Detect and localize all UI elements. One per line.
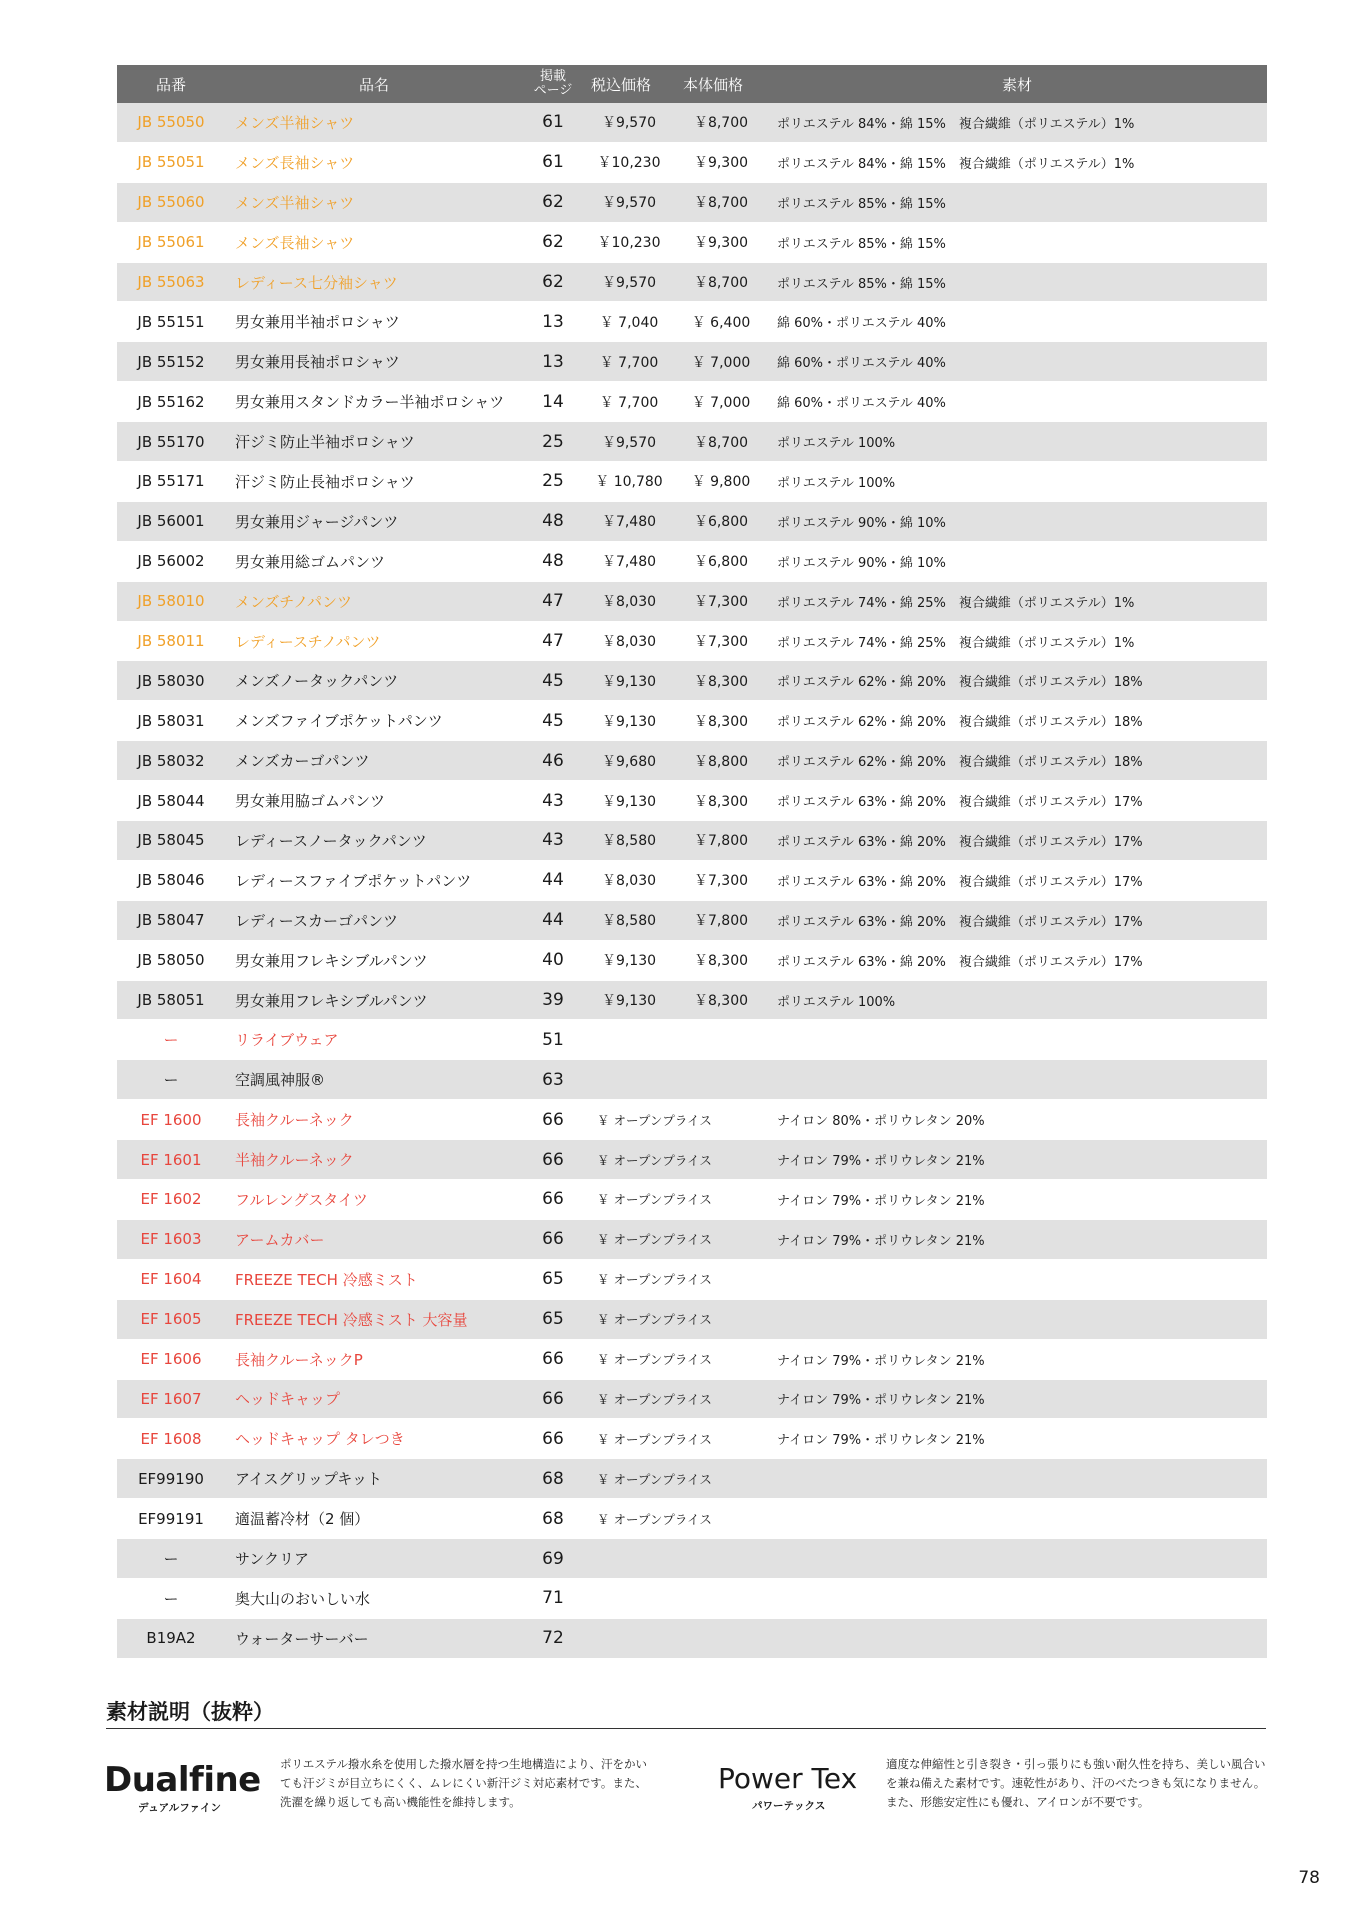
- row-page: 51: [542, 1029, 564, 1050]
- table-row: [117, 263, 1267, 303]
- row-tax-price: ￥7,480: [601, 554, 657, 571]
- row-code: EF99191: [138, 1509, 204, 1528]
- header-base-price: 本体価格: [683, 75, 744, 94]
- row-base-price: ￥8,700: [693, 434, 749, 451]
- row-tax-price: ￥9,130: [601, 993, 657, 1010]
- row-name: FREEZE TECH 冷感ミスト: [235, 1270, 418, 1289]
- row-tax-price: ￥9,130: [601, 793, 657, 810]
- row-base-price: ￥ 7,000: [691, 354, 751, 371]
- row-name: レディースカーゴパンツ: [235, 911, 399, 930]
- row-code: EF 1604: [140, 1270, 202, 1289]
- row-base-price: ￥7,800: [693, 833, 749, 850]
- row-code: JB 55152: [137, 352, 205, 371]
- row-code: EF 1608: [140, 1429, 202, 1448]
- row-material: ナイロン 79%・ポリウレタン 21%: [777, 1353, 985, 1369]
- row-tax-price: ￥9,130: [601, 713, 657, 730]
- row-base-price: ￥6,800: [693, 554, 749, 571]
- row-tax-price: ￥8,580: [601, 913, 657, 930]
- row-name: 長袖クルーネック: [235, 1111, 354, 1130]
- row-code: B19A2: [146, 1629, 196, 1648]
- row-page: 66: [542, 1229, 564, 1250]
- row-material: 綿 60%・ポリエステル 40%: [777, 396, 946, 412]
- row-base-price: ￥ 9,800: [691, 474, 751, 491]
- row-tax-price: ￥9,130: [601, 953, 657, 970]
- row-code: EF99190: [138, 1469, 204, 1488]
- row-material: ポリエステル 62%・綿 20% 複合繊維（ポリエステル）18%: [777, 715, 1143, 731]
- row-open-price: ￥ オープンプライス: [597, 1391, 712, 1407]
- table-row: [117, 1060, 1267, 1100]
- row-code: JB 55151: [137, 312, 205, 331]
- row-code: ー: [163, 1550, 179, 1568]
- table-row: [117, 542, 1267, 582]
- row-name: リライブウェア: [235, 1031, 339, 1050]
- row-material: 綿 60%・ポリエステル 40%: [777, 356, 946, 372]
- header-tax-price: 税込価格: [591, 75, 652, 94]
- table-row: [117, 1300, 1267, 1340]
- header-page: [523, 70, 583, 98]
- row-name: 男女兼用脇ゴムパンツ: [235, 792, 386, 811]
- row-name: 長袖クルーネックP: [235, 1350, 363, 1369]
- product-table: [117, 65, 1267, 1659]
- row-code: EF 1606: [140, 1350, 202, 1369]
- row-tax-price: ￥9,570: [601, 275, 657, 291]
- row-name: フルレングスタイツ: [235, 1190, 368, 1209]
- powertex-logo-sub: パワーテックス: [752, 1800, 826, 1812]
- row-code: JB 55063: [137, 273, 205, 291]
- row-material: ポリエステル 85%・綿 15%: [777, 196, 946, 212]
- row-name: 男女兼用フレキシブルパンツ: [235, 951, 428, 970]
- table-row: [117, 701, 1267, 741]
- table-row: [117, 1100, 1267, 1140]
- row-page: 62: [542, 192, 564, 213]
- table-row: [117, 462, 1267, 502]
- table-row: [117, 1220, 1267, 1260]
- row-name: メンズ半袖シャツ: [235, 193, 355, 212]
- table-row: [117, 582, 1267, 622]
- row-base-price: ￥8,300: [693, 713, 749, 730]
- row-material: ポリエステル 62%・綿 20% 複合繊維（ポリエステル）18%: [777, 675, 1143, 691]
- row-tax-price: ￥ 10,780: [595, 474, 663, 491]
- row-material: ポリエステル 84%・綿 15% 複合繊維（ポリエステル）1%: [777, 116, 1135, 132]
- row-page: 25: [542, 471, 564, 492]
- row-code: JB 58011: [137, 632, 205, 651]
- powertex-description: 適度な伸縮性と引き裂き・引っ張りにも強い耐久性を持ち、美しい風合いを兼ね備えた素材です。速乾性があり、汗のべたつきも気になりません。また、形態安定性にも優れ、アイロンが不要です。: [886, 1757, 1266, 1809]
- row-name: レディースファイブポケットパンツ: [235, 871, 472, 890]
- row-code: JB 58045: [137, 831, 205, 850]
- row-name: レディース七分袖シャツ: [235, 273, 398, 292]
- row-code: EF 1602: [140, 1190, 202, 1209]
- row-name: 汗ジミ防止半袖ポロシャツ: [235, 433, 415, 452]
- table-row: [117, 502, 1267, 542]
- header-page-line2: ページ: [533, 83, 573, 98]
- row-open-price: ￥ オープンプライス: [597, 1152, 712, 1168]
- row-material: ナイロン 79%・ポリウレタン 21%: [777, 1154, 985, 1170]
- table-row: [117, 741, 1267, 781]
- row-code: JB 55060: [137, 193, 205, 212]
- row-material: ナイロン 80%・ポリウレタン 20%: [777, 1114, 985, 1130]
- row-name: 男女兼用長袖ポロシャツ: [235, 353, 400, 372]
- row-name: 半袖クルーネック: [235, 1151, 354, 1170]
- dualfine-logo-sub: デュアルファイン: [138, 1802, 222, 1814]
- row-page: 65: [542, 1309, 564, 1330]
- row-page: 61: [542, 112, 564, 133]
- row-material: ポリエステル 63%・綿 20% 複合繊維（ポリエステル）17%: [777, 795, 1143, 811]
- row-base-price: ￥7,300: [693, 634, 749, 651]
- row-page: 45: [542, 670, 564, 691]
- powertex-logo: Power Tex: [718, 1762, 858, 1795]
- row-material: ポリエステル 84%・綿 15% 複合繊維（ポリエステル）1%: [777, 156, 1135, 172]
- table-row: [117, 223, 1267, 263]
- row-material: ポリエステル 100%: [777, 436, 896, 452]
- row-open-price: ￥ オープンプライス: [597, 1192, 712, 1208]
- row-page: 48: [542, 551, 564, 572]
- row-code: EF 1605: [140, 1310, 202, 1329]
- row-name: メンズ長袖シャツ: [235, 153, 355, 172]
- row-base-price: ￥7,800: [693, 913, 749, 930]
- row-material: ポリエステル 62%・綿 20% 複合繊維（ポリエステル）18%: [777, 755, 1143, 771]
- row-page: 44: [542, 870, 564, 891]
- row-name: メンズチノパンツ: [235, 592, 353, 611]
- table-row: [117, 1260, 1267, 1300]
- header-code: 品番: [155, 75, 186, 94]
- row-name: アームカバー: [235, 1230, 325, 1249]
- row-material: ポリエステル 63%・綿 20% 複合繊維（ポリエステル）17%: [777, 834, 1143, 850]
- row-base-price: ￥8,700: [693, 195, 749, 212]
- row-tax-price: ￥ 7,040: [599, 314, 659, 331]
- row-name: レディースノータックパンツ: [235, 831, 427, 850]
- row-code: JB 56001: [137, 512, 205, 531]
- row-name: アイスグリップキット: [235, 1470, 383, 1489]
- row-base-price: ￥6,800: [693, 514, 749, 531]
- table-row: [117, 1180, 1267, 1220]
- row-page: 63: [542, 1069, 564, 1090]
- row-page: 65: [542, 1269, 564, 1290]
- row-code: JB 58047: [137, 911, 205, 930]
- row-name: メンズ長袖シャツ: [235, 233, 355, 252]
- row-code: JB 58030: [137, 671, 205, 690]
- row-tax-price: ￥7,480: [601, 514, 657, 531]
- row-tax-price: ￥9,570: [601, 195, 657, 212]
- row-open-price: ￥ オープンプライス: [597, 1112, 712, 1128]
- row-name: メンズカーゴパンツ: [235, 752, 370, 771]
- row-page: 62: [542, 232, 564, 253]
- row-page: 48: [542, 511, 564, 532]
- table-row: [117, 1499, 1267, 1539]
- row-tax-price: ￥9,130: [601, 673, 657, 690]
- row-material: ポリエステル 100%: [777, 994, 896, 1010]
- row-material: ポリエステル 85%・綿 15%: [777, 236, 946, 252]
- row-base-price: ￥8,300: [693, 993, 749, 1010]
- row-page: 43: [542, 830, 564, 851]
- table-row: [117, 622, 1267, 662]
- table-row: [117, 302, 1267, 342]
- row-code: JB 58051: [137, 991, 205, 1010]
- row-base-price: ￥8,300: [693, 793, 749, 810]
- row-material: ポリエステル 63%・綿 20% 複合繊維（ポリエステル）17%: [777, 914, 1143, 930]
- row-code: JB 55061: [137, 233, 205, 252]
- row-tax-price: ￥10,230: [597, 235, 661, 252]
- table-row: [117, 382, 1267, 422]
- row-code: ー: [163, 1031, 179, 1050]
- row-base-price: ￥8,700: [693, 275, 749, 291]
- row-code: JB 58050: [137, 951, 205, 970]
- row-tax-price: ￥ 7,700: [599, 394, 659, 411]
- row-code: JB 55171: [137, 472, 205, 491]
- row-material: ポリエステル 90%・綿 10%: [777, 555, 946, 571]
- row-base-price: ￥ 7,000: [691, 394, 751, 411]
- row-tax-price: ￥9,680: [601, 753, 657, 770]
- row-page: 47: [542, 631, 564, 652]
- table-row: [117, 1539, 1267, 1579]
- row-name: FREEZE TECH 冷感ミスト 大容量: [235, 1310, 468, 1329]
- row-page: 66: [542, 1388, 564, 1409]
- row-page: 66: [542, 1109, 564, 1130]
- row-name: 男女兼用総ゴムパンツ: [235, 552, 386, 571]
- row-base-price: ￥7,300: [693, 594, 749, 611]
- row-name: 男女兼用スタンドカラー半袖ポロシャツ: [235, 393, 505, 412]
- row-tax-price: ￥10,230: [597, 155, 661, 172]
- row-name: 男女兼用ジャージパンツ: [235, 512, 399, 531]
- row-material: ポリエステル 100%: [777, 475, 896, 491]
- dualfine-description: ポリエステル撥水糸を使用した撥水層を持つ生地構造により、汗をかいても汗ジミが目立ちにくく、ムレにくい新汗ジミ対応素材です。また、洗濯を繰り返しても高い機能性を維持します。: [280, 1757, 647, 1809]
- row-tax-price: ￥9,570: [601, 434, 657, 451]
- row-page: 14: [542, 391, 564, 412]
- row-material: 綿 60%・ポリエステル 40%: [777, 316, 946, 332]
- section-title: 素材説明（抜粋）: [106, 1700, 274, 1724]
- row-page: 44: [542, 910, 564, 931]
- table-row: [117, 981, 1267, 1021]
- row-code: JB 58046: [137, 871, 205, 890]
- row-code: JB 58044: [137, 791, 205, 810]
- row-material: ポリエステル 90%・綿 10%: [777, 515, 946, 531]
- row-code: JB 55051: [137, 153, 205, 172]
- row-code: JB 58031: [137, 711, 205, 730]
- header-material: 素材: [1001, 75, 1032, 94]
- row-page: 66: [542, 1428, 564, 1449]
- row-material: ポリエステル 63%・綿 20% 複合繊維（ポリエステル）17%: [777, 874, 1143, 890]
- header-name: 品名: [358, 75, 389, 94]
- row-name: 男女兼用フレキシブルパンツ: [235, 991, 428, 1010]
- row-base-price: ￥7,300: [693, 873, 749, 890]
- row-name: ヘッドキャップ: [235, 1390, 341, 1409]
- table-row: [117, 183, 1267, 223]
- row-open-price: ￥ オープンプライス: [597, 1431, 712, 1447]
- row-name: メンズファイブポケットパンツ: [235, 712, 443, 731]
- row-code: JB 55162: [137, 392, 205, 411]
- row-name: サンクリア: [235, 1550, 309, 1568]
- table-header: [117, 65, 1267, 103]
- row-page: 43: [542, 790, 564, 811]
- row-base-price: ￥8,700: [693, 115, 749, 132]
- row-material: ポリエステル 63%・綿 20% 複合繊維（ポリエステル）17%: [777, 954, 1143, 970]
- row-name: 汗ジミ防止長袖ポロシャツ: [235, 472, 415, 491]
- table-row: [117, 1459, 1267, 1499]
- row-code: JB 55050: [137, 113, 205, 132]
- row-code: JB 58010: [137, 592, 205, 611]
- row-tax-price: ￥9,570: [601, 115, 657, 132]
- row-material: ポリエステル 74%・綿 25% 複合繊維（ポリエステル）1%: [777, 595, 1135, 611]
- row-page: 66: [542, 1349, 564, 1370]
- row-open-price: ￥ オープンプライス: [597, 1471, 712, 1487]
- row-open-price: ￥ オープンプライス: [597, 1232, 712, 1248]
- dualfine-logo: Dualfine: [104, 1760, 261, 1800]
- table-body: [117, 103, 1267, 1659]
- row-base-price: ￥ 6,400: [691, 314, 751, 331]
- page-number: 78: [1298, 1868, 1320, 1888]
- row-page: 40: [542, 950, 564, 971]
- row-material: ナイロン 79%・ポリウレタン 21%: [777, 1393, 985, 1409]
- row-base-price: ￥8,300: [693, 673, 749, 690]
- row-page: 13: [542, 351, 564, 372]
- row-page: 39: [542, 990, 564, 1011]
- row-open-price: ￥ オープンプライス: [597, 1272, 712, 1288]
- row-base-price: ￥8,300: [693, 953, 749, 970]
- row-name: 男女兼用半袖ポロシャツ: [235, 313, 400, 332]
- row-open-price: ￥ オープンプライス: [597, 1352, 712, 1368]
- table-row: [117, 661, 1267, 701]
- row-name: 空調風神服®: [235, 1071, 326, 1090]
- section-divider: [106, 1728, 1266, 1729]
- table-row: [117, 1140, 1267, 1180]
- row-code: ー: [163, 1071, 179, 1090]
- row-name: メンズノータックパンツ: [235, 672, 399, 691]
- row-open-price: ￥ オープンプライス: [597, 1511, 712, 1527]
- row-name: ウォーターサーバー: [235, 1629, 369, 1648]
- table-row: [117, 1419, 1267, 1459]
- row-name: 奥大山のおいしい水: [235, 1589, 371, 1608]
- row-base-price: ￥9,300: [693, 235, 749, 252]
- row-name: ヘッドキャップ タレつき: [235, 1430, 405, 1449]
- row-tax-price: ￥ 7,700: [599, 354, 659, 371]
- row-name: レディースチノパンツ: [235, 632, 381, 651]
- row-material: ナイロン 79%・ポリウレタン 21%: [777, 1433, 985, 1449]
- row-page: 72: [542, 1628, 564, 1649]
- header-page-line1: 掲載: [539, 69, 566, 84]
- row-page: 71: [542, 1588, 564, 1609]
- table-row: [117, 422, 1267, 462]
- row-tax-price: ￥8,030: [601, 634, 657, 651]
- table-row: [117, 1380, 1267, 1420]
- row-code: EF 1601: [140, 1150, 202, 1169]
- row-page: 62: [542, 272, 564, 292]
- row-code: EF 1600: [140, 1110, 202, 1129]
- row-code: ー: [163, 1589, 179, 1608]
- table-row: [117, 342, 1267, 382]
- row-page: 61: [542, 152, 564, 173]
- row-code: JB 58032: [137, 751, 205, 770]
- row-page: 66: [542, 1189, 564, 1210]
- row-tax-price: ￥8,030: [601, 873, 657, 890]
- row-name: 適温蓄冷材（2 個）: [235, 1510, 370, 1529]
- row-code: EF 1603: [140, 1230, 202, 1249]
- table-row: [117, 861, 1267, 901]
- row-material: ナイロン 79%・ポリウレタン 21%: [777, 1233, 985, 1249]
- row-base-price: ￥8,800: [693, 753, 749, 770]
- row-code: JB 55170: [137, 432, 205, 451]
- row-code: JB 56002: [137, 552, 205, 571]
- row-tax-price: ￥8,580: [601, 833, 657, 850]
- table-row: [117, 1619, 1267, 1659]
- row-page: 46: [542, 750, 564, 771]
- row-code: EF 1607: [140, 1389, 202, 1408]
- row-tax-price: ￥8,030: [601, 594, 657, 611]
- table-row: [117, 1340, 1267, 1380]
- table-row: [117, 143, 1267, 183]
- row-page: 13: [542, 311, 564, 332]
- table-row: [117, 1020, 1267, 1060]
- row-material: ポリエステル 74%・綿 25% 複合繊維（ポリエステル）1%: [777, 635, 1135, 651]
- row-material: ポリエステル 85%・綿 15%: [777, 276, 946, 292]
- row-material: ナイロン 79%・ポリウレタン 21%: [777, 1193, 985, 1209]
- row-page: 25: [542, 431, 564, 452]
- table-row: [117, 901, 1267, 941]
- row-page: 47: [542, 591, 564, 612]
- table-row: [117, 1579, 1267, 1619]
- row-open-price: ￥ オープンプライス: [597, 1312, 712, 1328]
- table-row: [117, 103, 1267, 143]
- row-page: 45: [542, 710, 564, 731]
- row-base-price: ￥9,300: [693, 155, 749, 172]
- table-row: [117, 941, 1267, 981]
- table-row: [117, 821, 1267, 861]
- row-page: 69: [542, 1548, 564, 1569]
- row-page: 66: [542, 1149, 564, 1170]
- row-page: 68: [542, 1508, 564, 1529]
- table-row: [117, 781, 1267, 821]
- row-page: 68: [542, 1468, 564, 1489]
- row-name: メンズ半袖シャツ: [235, 113, 355, 132]
